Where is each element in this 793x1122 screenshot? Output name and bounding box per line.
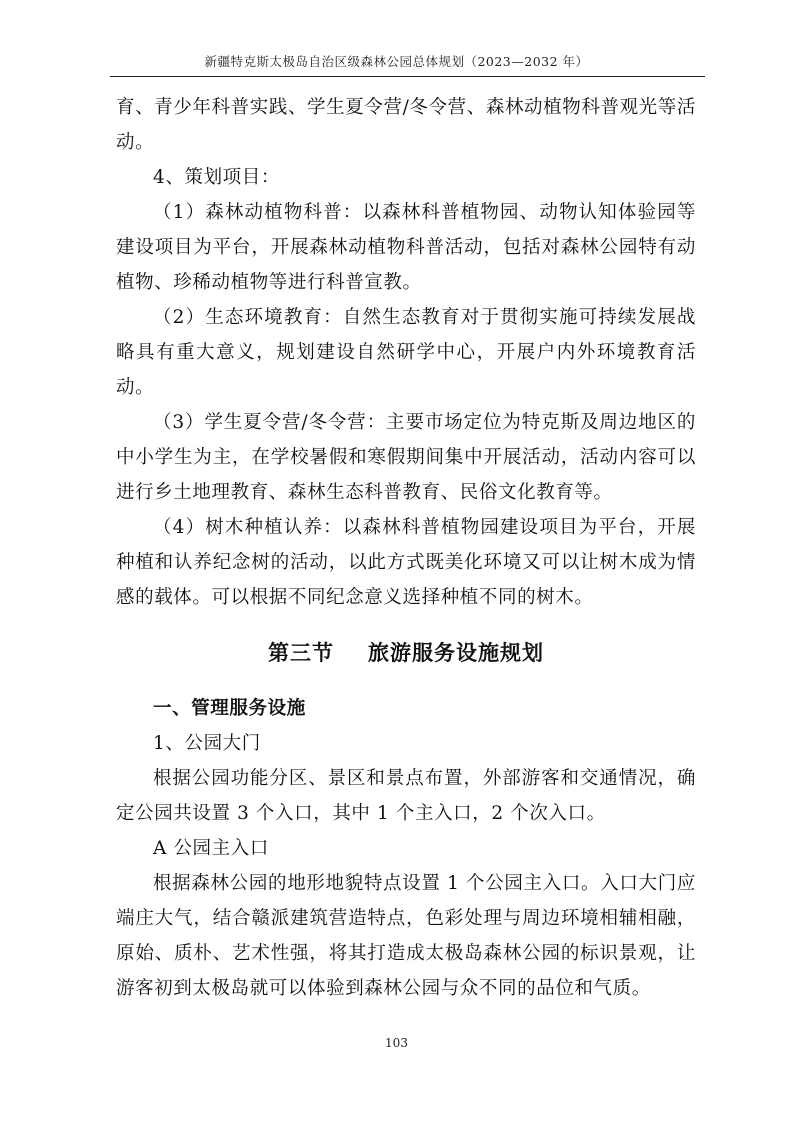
paragraph-continuation: 育、青少年科普实践、学生夏令营/冬令营、森林动植物科普观光等活动。 — [116, 97, 696, 153]
section-name: 旅游服务设施规划 — [368, 641, 544, 665]
running-header: 新疆特克斯太极岛自治区级森林公园总体规划（2023—2032 年） — [204, 54, 589, 69]
paragraph-planned-projects-heading: 4、策划项目： — [153, 167, 280, 188]
paragraph-project-4: （4）树木种植认养：以森林科普植物园建设项目为平台，开展种植和认养纪念树的活动，以此方式既美化环境又可以让树木成为情感的载体。可以根据不同纪念意义选择种植不同的树木。 — [116, 517, 696, 608]
header-divider — [110, 76, 705, 77]
subsection-heading: 一、管理服务设施 — [153, 698, 306, 719]
page-content — [116, 90, 696, 1006]
paragraph-project-3: （3）学生夏令营/冬令营：主要市场定位为特克斯及周边地区的中小学生为主，在学校暑假和寒假期间集中开展活动，活动内容可以进行乡土地理教育、森林生态科普教育、民俗文化教育等。 — [116, 412, 696, 503]
paragraph-park-gate-heading: 1、公园大门 — [153, 733, 261, 754]
paragraph-project-1: （1）森林动植物科普：以森林科普植物园、动物认知体验园等建设项目为平台，开展森林动植物科普活动，包括对森林公园特有动植物、珍稀动植物等进行科普宣教。 — [116, 202, 696, 293]
paragraph-entrances: 根据公园功能分区、景区和景点布置，外部游客和交通情况，确定公园共设置 3 个入口，其中 1 个主入口，2 个次入口。 — [116, 768, 696, 824]
section-number: 第三节 — [268, 641, 334, 665]
page-number: 103 — [385, 1036, 408, 1050]
paragraph-main-entrance: 根据森林公园的地形地貌特点设置 1 个公园主入口。入口大门应端庄大气，结合赣派建筑营造特点，色彩处理与周边环境相辅相融，原始、质朴、艺术性强，将其打造成太极岛森林公园的标识景观，让游客初到太极岛就可以体验到森林公园与众不同的品位和气质。 — [116, 873, 696, 999]
paragraph-main-entrance-heading: A 公园主入口 — [153, 838, 269, 859]
paragraph-project-2: （2）生态环境教育：自然生态教育对于贯彻实施可持续发展战略具有重大意义，规划建设自然研学中心，开展户内外环境教育活动。 — [116, 307, 696, 398]
section-title — [116, 637, 696, 667]
